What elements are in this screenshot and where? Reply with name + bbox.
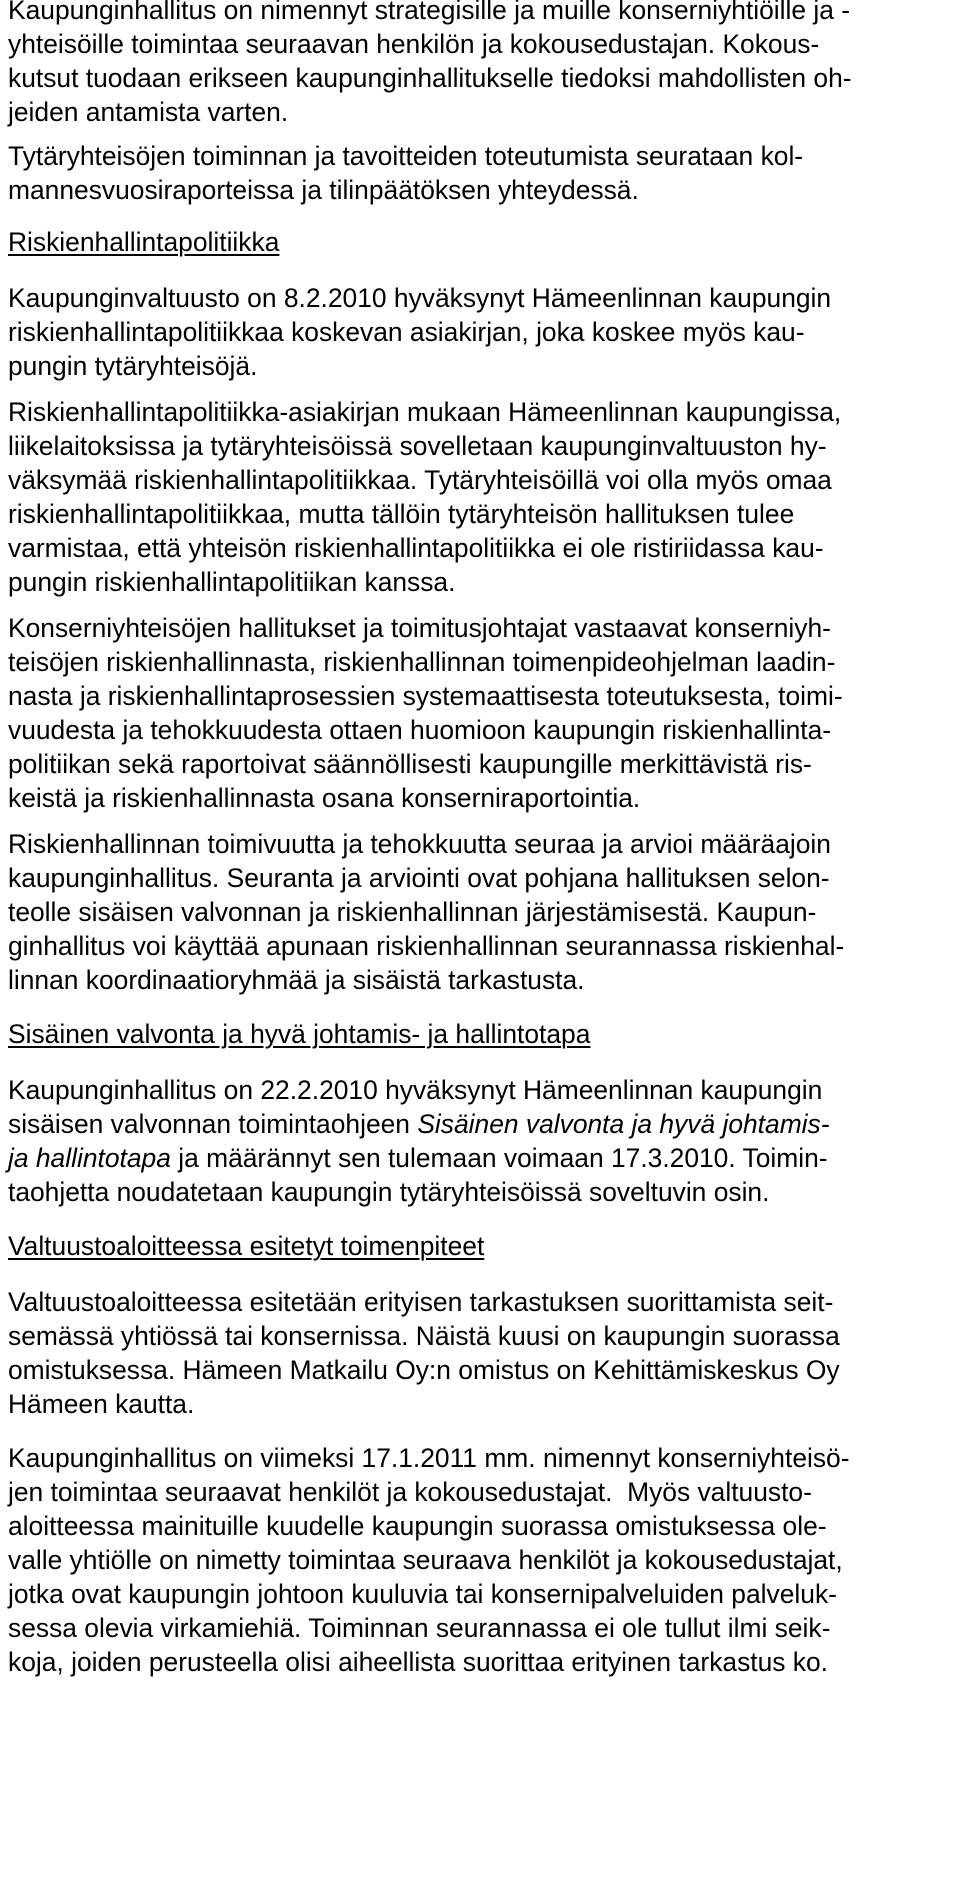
text-line: taohjetta noudatetaan kaupungin tytäryhteisöissä soveltuvin osin. xyxy=(8,1177,770,1207)
text-line: Hämeen kautta. xyxy=(8,1389,195,1419)
text-line: kaupunginhallitus. Seuranta ja arviointi ovat pohjana hallituksen selon- xyxy=(8,863,830,893)
text-line: sessa olevia virkamiehiä. Toiminnan seurannassa ei ole tullut ilmi seik- xyxy=(8,1613,831,1643)
text-span: ja määrännyt sen tulemaan voimaan 17.3.2010. Toimin- xyxy=(170,1143,828,1173)
text-line: omistuksessa. Hämeen Matkailu Oy:n omistus on Kehittämiskeskus Oy xyxy=(8,1355,840,1385)
text-line: valle yhtiölle on nimetty toimintaa seuraava henkilöt ja kokousedustajat, xyxy=(8,1545,843,1575)
text-line: Riskienhallintapolitiikka-asiakirjan mukaan Hämeenlinnan kaupungissa, xyxy=(8,397,842,427)
text-line: jeiden antamista varten. xyxy=(8,97,289,127)
text-line: Kaupunginhallitus on 22.2.2010 hyväksynyt Hämeenlinnan kaupungin xyxy=(8,1075,823,1105)
text-line: teisöjen riskienhallinnasta, riskienhallinnan toimenpideohjelman laadin- xyxy=(8,647,836,677)
text-line: yhteisöille toimintaa seuraavan henkilön ja kokousedustajan. Kokous- xyxy=(8,29,820,59)
text-line: väksymää riskienhallintapolitiikkaa. Tytäryhteisöillä voi olla myös omaa xyxy=(8,465,832,495)
text-line: Valtuustoaloitteessa esitetään erityisen tarkastuksen suorittamista seit- xyxy=(8,1287,834,1317)
text-line: semässä yhtiössä tai konsernissa. Näistä kuusi on kaupungin suorassa xyxy=(8,1321,840,1351)
text-line: pungin riskienhallintapolitiikan kanssa. xyxy=(8,567,456,597)
section-heading: Valtuustoaloitteessa esitetyt toimenpiteet xyxy=(8,1231,485,1261)
text-line: riskienhallintapolitiikkaa, mutta tällöin tytäryhteisön hallituksen tulee xyxy=(8,499,795,529)
text-line: teolle sisäisen valvonnan ja riskienhallinnan järjestämisestä. Kaupun- xyxy=(8,897,817,927)
text-line: vuudesta ja tehokkuudesta ottaen huomioon kaupungin riskienhallinta- xyxy=(8,715,832,745)
text-line: riskienhallintapolitiikkaa koskevan asiakirjan, joka koskee myös kau- xyxy=(8,317,805,347)
text-line: mannesvuosiraporteissa ja tilinpäätöksen yhteydessä. xyxy=(8,175,639,205)
italic-title: ja hallintotapa xyxy=(8,1143,171,1173)
text-line: Kaupunginhallitus on viimeksi 17.1.2011 mm. nimennyt konserniyhteisö- xyxy=(8,1443,850,1473)
section-heading: Sisäinen valvonta ja hyvä johtamis- ja hallintotapa xyxy=(8,1019,591,1049)
text-span: sisäisen valvonnan toimintaohjeen xyxy=(8,1109,418,1139)
text-line: koja, joiden perusteella olisi aiheellista suorittaa erityinen tarkastus ko. xyxy=(8,1647,829,1677)
text-line xyxy=(8,1108,830,1140)
text-line: liikelaitoksissa ja tytäryhteisöissä sovelletaan kaupunginvaltuuston hy- xyxy=(8,431,827,461)
text-line: Tytäryhteisöjen toiminnan ja tavoitteiden toteutumista seurataan kol- xyxy=(8,141,804,171)
italic-title: Sisäinen valvonta ja hyvä johtamis- xyxy=(417,1109,830,1139)
text-line: pungin tytäryhteisöjä. xyxy=(8,351,258,381)
text-line: jen toimintaa seuraavat henkilöt ja kokousedustajat. Myös valtuusto- xyxy=(8,1477,812,1507)
text-line: linnan koordinaatioryhmää ja sisäistä tarkastusta. xyxy=(8,965,585,995)
text-line: keistä ja riskienhallinnasta osana konserniraportointia. xyxy=(8,783,641,813)
text-line xyxy=(8,1142,828,1174)
text-line: Riskienhallinnan toimivuutta ja tehokkuutta seuraa ja arvioi määräajoin xyxy=(8,829,831,859)
text-line: kutsut tuodaan erikseen kaupunginhallitukselle tiedoksi mahdollisten oh- xyxy=(8,63,852,93)
section-heading: Riskienhallintapolitiikka xyxy=(8,227,280,257)
text-line: aloitteessa mainituille kuudelle kaupungin suorassa omistuksessa ole- xyxy=(8,1511,827,1541)
text-line: politiikan sekä raportoivat säännöllisesti kaupungille merkittävistä ris- xyxy=(8,749,812,779)
text-line: Kaupunginhallitus on nimennyt strategisille ja muille konserniyhtiöille ja - xyxy=(8,0,851,25)
text-line: Kaupunginvaltuusto on 8.2.2010 hyväksynyt Hämeenlinnan kaupungin xyxy=(8,283,832,313)
text-line: varmistaa, että yhteisön riskienhallintapolitiikka ei ole ristiriidassa kau- xyxy=(8,533,824,563)
text-line: Konserniyhteisöjen hallitukset ja toimitusjohtajat vastaavat konserniyh- xyxy=(8,613,831,643)
text-line: nasta ja riskienhallintaprosessien systemaattisesta toteutuksesta, toimi- xyxy=(8,681,843,711)
text-line: ginhallitus voi käyttää apunaan riskienhallinnan seurannassa riskienhal- xyxy=(8,931,845,961)
text-line: jotka ovat kaupungin johtoon kuuluvia tai konsernipalveluiden palveluk- xyxy=(8,1579,837,1609)
